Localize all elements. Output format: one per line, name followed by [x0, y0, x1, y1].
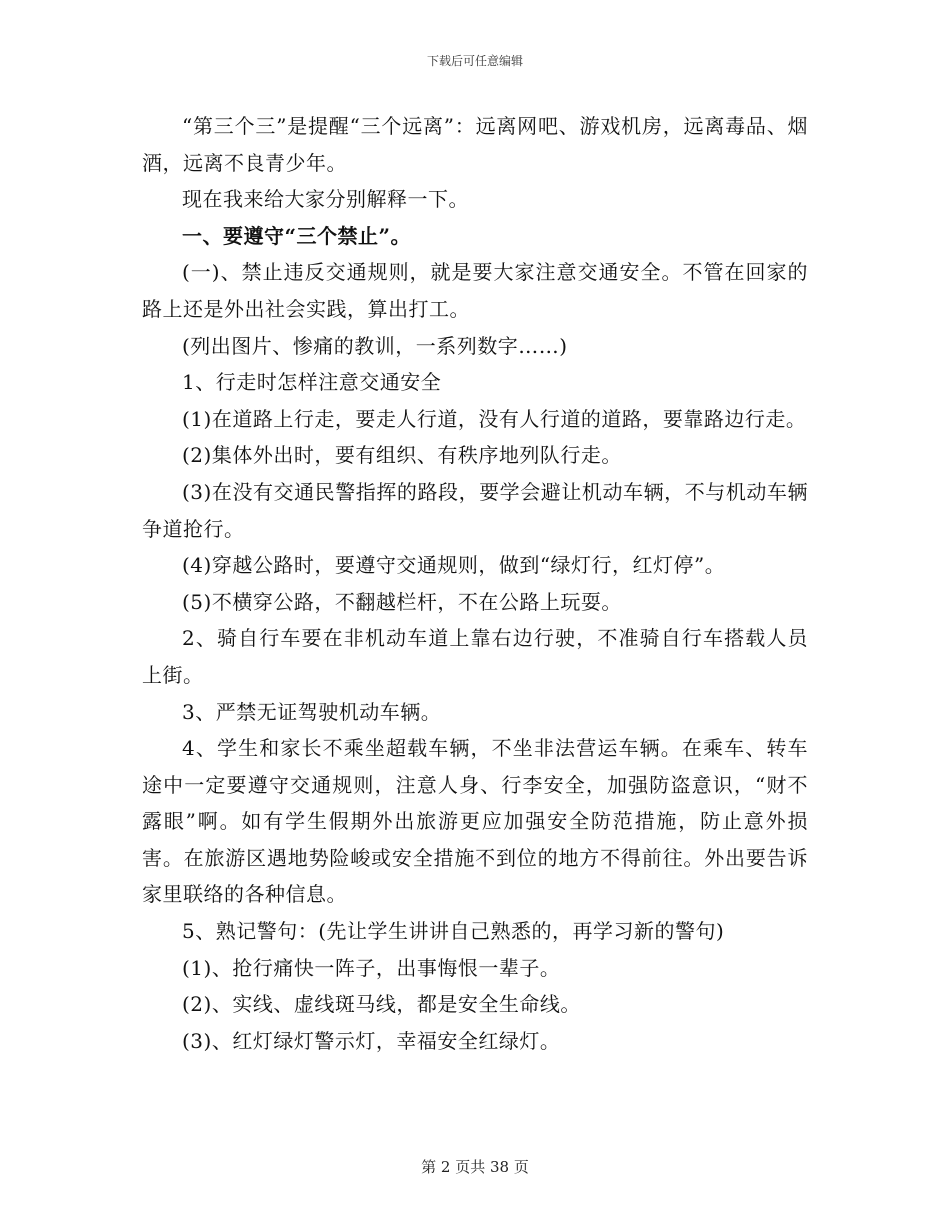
paragraph-no-license: 3、严禁无证驾驶机动车辆。	[182, 699, 442, 724]
paragraph-examples-note: (列出图片、惨痛的教训，一系列数字……)	[182, 333, 568, 358]
paragraph-intro-explain: 现在我来给大家分别解释一下。	[182, 187, 469, 212]
list-item-2: (2)集体外出时，要有组织、有秩序地列队行走。	[182, 443, 622, 468]
slogan-1: (1)、抢行痛快一阵子，出事悔恨一辈子。	[182, 955, 561, 980]
section-heading-three-prohibitions: 一、要遵守“三个禁止”。	[182, 223, 412, 248]
page-header: 下载后可任意编辑	[426, 54, 523, 68]
slogan-3: (3)、红灯绿灯警示灯，幸福安全红绿灯。	[182, 1028, 561, 1053]
list-item-4: (4)穿越公路时，要遵守交通规则，做到“绿灯行，红灯停”。	[182, 553, 726, 578]
list-item-3: (3)在没有交通民警指挥的路段，要学会避让机动车辆，不与机动车辆争道抢行。	[142, 479, 808, 541]
paragraph-slogans-title: 5、熟记警句：(先让学生讲讲自己熟悉的，再学习新的警句)	[182, 919, 725, 944]
paragraph-walking-safety-title: 1、行走时怎样注意交通安全	[182, 370, 442, 395]
list-item-5: (5)不横穿公路，不翻越栏杆，不在公路上玩耍。	[182, 589, 622, 614]
slogan-2: (2)、实线、虚线斑马线，都是安全生命线。	[182, 992, 581, 1017]
paragraph-traffic-rules: (一)、禁止违反交通规则，就是要大家注意交通安全。不管在回家的路上还是外出社会实践，算出打工。	[142, 260, 808, 321]
list-item-1: (1)在道路上行走，要走人行道，没有人行道的道路，要靠路边行走。	[182, 406, 807, 431]
paragraph-overloaded-vehicles: 4、学生和家长不乘坐超载车辆，不坐非法营运车辆。在乘车、转车途中一定要遵守交通规则，注意人身、行李安全，加强防盗意识，“财不露眼”啊。如有学生假期外出旅游更应加强安全防范措施，防止意外损害。在旅游区遇地势险峻或安全措施不到位的地方不得前往。外出要告诉家里联络的各种信息。	[142, 736, 808, 907]
page-footer: 第 2 页共 38 页	[421, 1158, 529, 1176]
paragraph-bicycle: 2、骑自行车要在非机动车道上靠右边行驶，不准骑自行车搭载人员上街。	[142, 626, 808, 687]
document-body	[142, 108, 808, 1059]
paragraph-third-three: “第三个三”是提醒“三个远离”：远离网吧、游戏机房，远离毒品、烟酒，远离不良青少年。	[142, 114, 808, 175]
